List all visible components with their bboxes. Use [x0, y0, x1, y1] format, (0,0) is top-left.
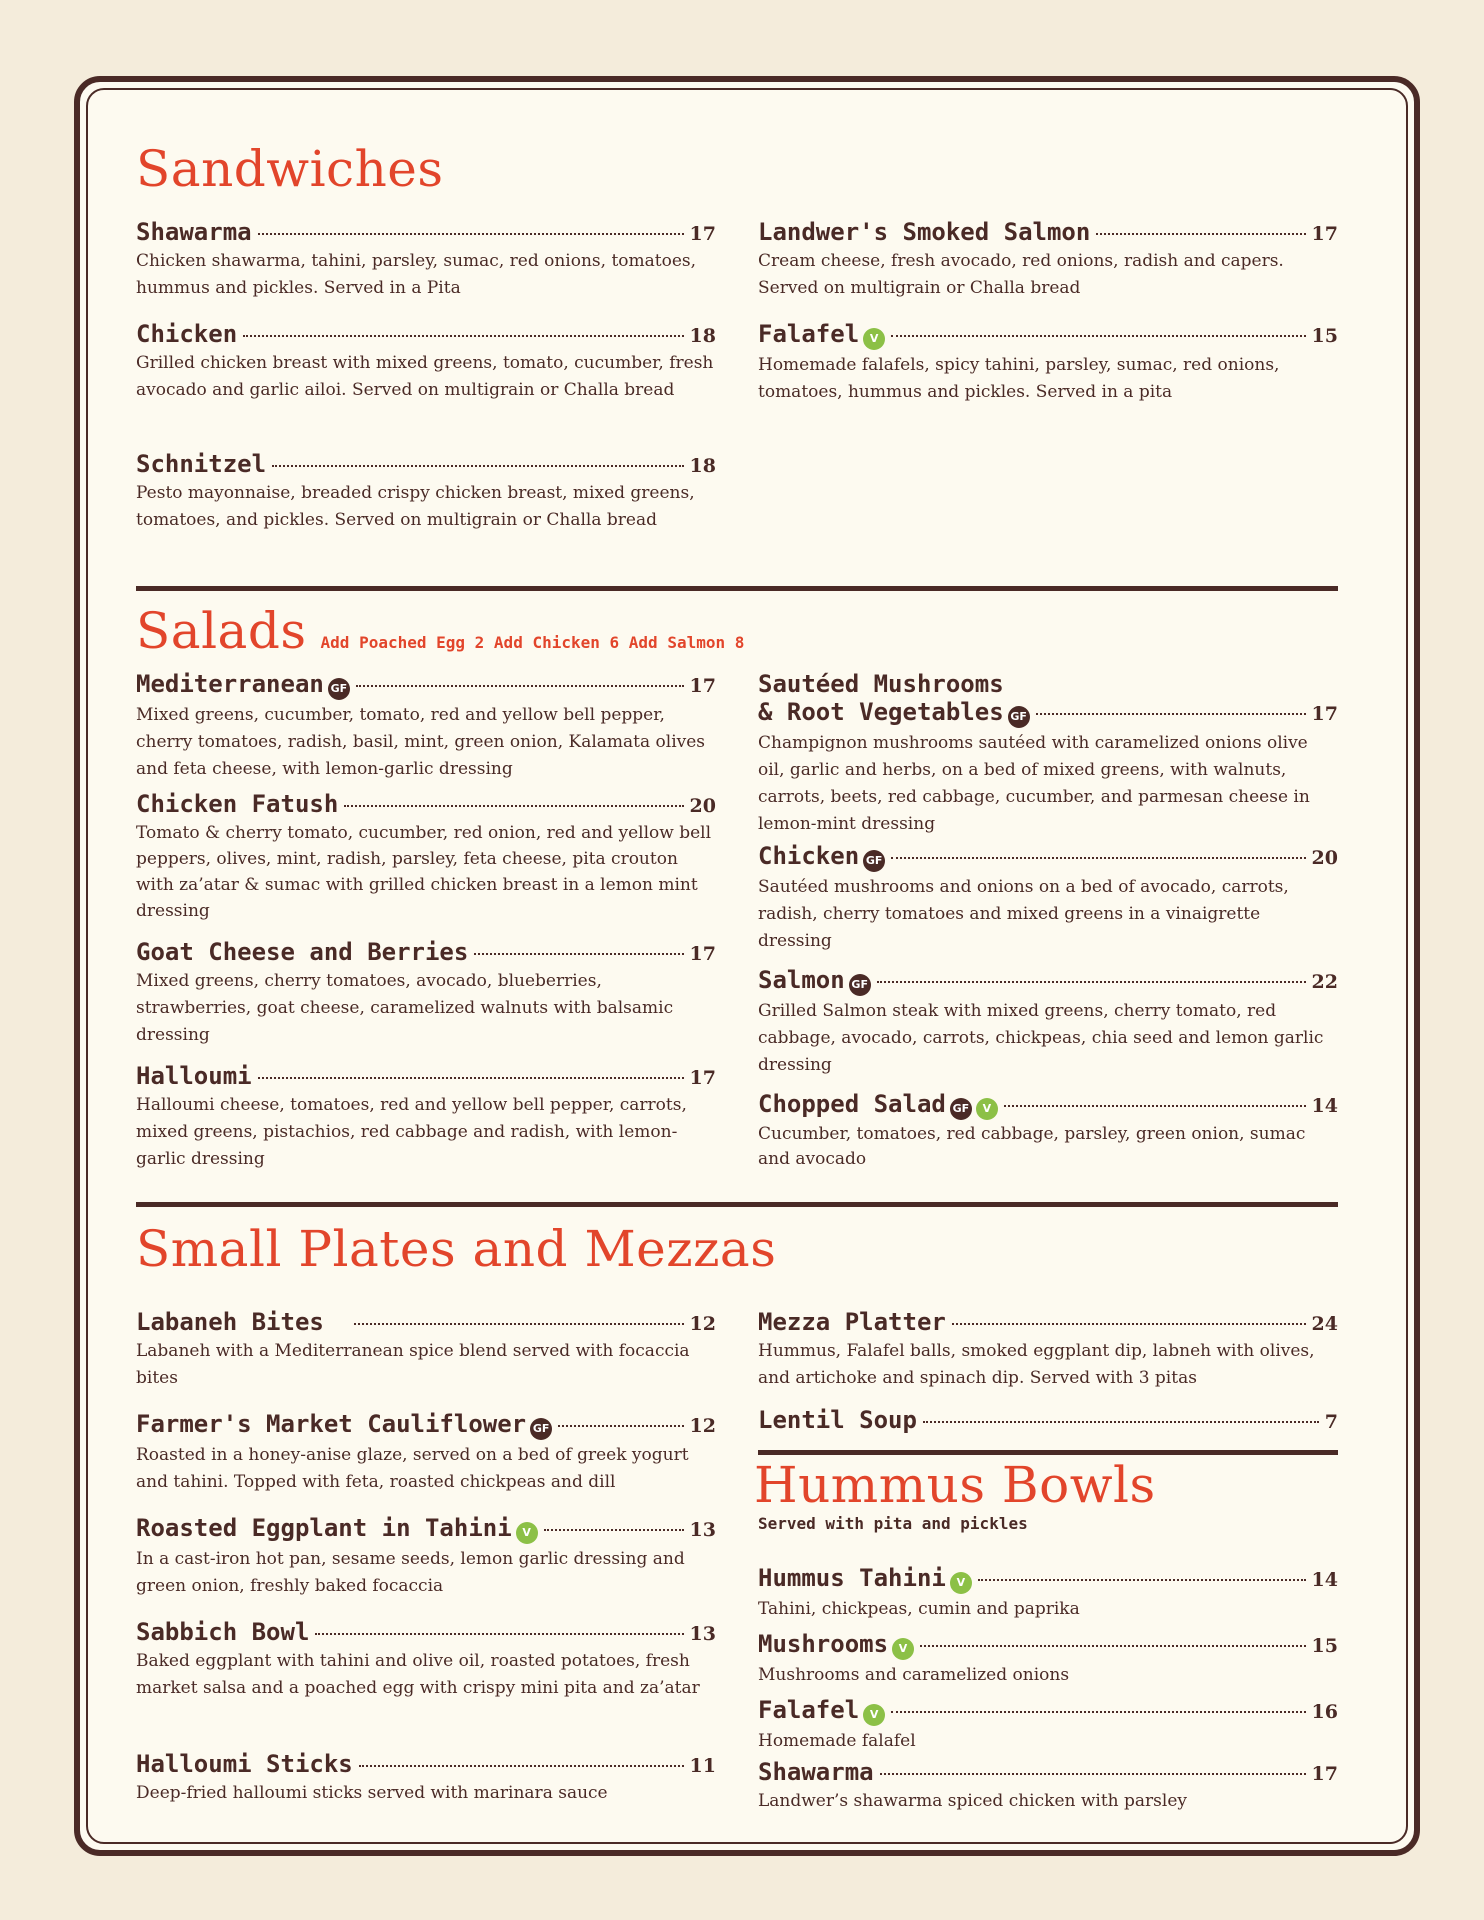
- item-price: 15: [1311, 1635, 1338, 1657]
- vegan-badge-icon: V: [863, 328, 885, 350]
- menu-item: [136, 670, 716, 783]
- item-price: 17: [689, 943, 716, 965]
- menu-item: [136, 1308, 716, 1392]
- item-name: Shawarma: [136, 218, 252, 246]
- item-description: Champignon mushrooms sautéed with caramelized onions olive oil, garlic and herbs, on a bed of mixed greens, with walnuts, carrots, beets, red cabbage, cucumber, and parmesan cheese in lemon-mint dressing: [758, 733, 1310, 834]
- item-name: Goat Cheese and Berries: [136, 938, 469, 966]
- gluten-free-badge-icon: GF: [328, 678, 350, 700]
- item-price: 14: [1311, 1569, 1338, 1591]
- item-description: Grilled Salmon steak with mixed greens, cherry tomato, red cabbage, avocado, carrots, chickpeas, chia seed and lemon garlic dressing: [758, 1001, 1324, 1075]
- menu-item: [136, 790, 716, 924]
- menu-item: [758, 1406, 1338, 1434]
- item-description: Chicken shawarma, tahini, parsley, sumac, red onions, tomatoes, hummus and pickles. Served in a Pita: [136, 251, 697, 298]
- item-description: Homemade falafel: [758, 1731, 916, 1751]
- item-name: Falafel: [758, 1696, 860, 1724]
- menu-content: [136, 130, 1340, 1830]
- section-divider: [758, 1450, 1338, 1455]
- menu-item: [136, 1618, 716, 1702]
- gluten-free-badge-icon: GF: [950, 1098, 972, 1120]
- menu-item: [758, 320, 1338, 406]
- item-name: Halloumi Sticks: [136, 1750, 353, 1778]
- gluten-free-badge-icon: GF: [863, 850, 885, 872]
- gluten-free-badge-icon: GF: [1008, 706, 1030, 728]
- item-name: Hummus Tahini: [758, 1564, 946, 1592]
- item-description: Grilled chicken breast with mixed greens, tomato, cucumber, fresh avocado and garlic ailoi. Served on multigrain or Challa bread: [136, 353, 714, 400]
- item-name: Farmer's Market Cauliflower: [136, 1410, 527, 1438]
- hummus-bowls-note: Served with pita and pickles: [758, 1514, 1028, 1533]
- gluten-free-badge-icon: GF: [530, 1418, 552, 1440]
- small-plates-heading: Small Plates and Mezzas: [136, 1220, 777, 1278]
- item-description: Roasted in a honey-anise glaze, served on a bed of greek yogurt and tahini. Topped with feta, roasted chickpeas and dill: [136, 1445, 689, 1492]
- salads-header: [136, 602, 744, 660]
- menu-item: [136, 1750, 716, 1807]
- menu-item: [136, 1062, 716, 1173]
- item-name: Mediterranean: [136, 670, 324, 698]
- item-name: Labaneh Bites: [136, 1308, 324, 1336]
- item-name-line1: Sautéed Mushrooms: [758, 670, 1004, 698]
- vegan-badge-icon: V: [950, 1572, 972, 1594]
- item-price: 18: [689, 325, 716, 347]
- menu-item: [758, 1630, 1338, 1689]
- item-name: Chicken: [136, 320, 238, 348]
- item-description: Landwer’s shawarma spiced chicken with parsley: [758, 1791, 1188, 1811]
- item-price: 17: [1311, 1763, 1338, 1785]
- menu-item: [136, 450, 716, 534]
- item-name: Chopped Salad: [758, 1090, 946, 1118]
- item-price: 17: [689, 675, 716, 697]
- item-price: 17: [1311, 703, 1338, 725]
- item-price: 17: [1311, 223, 1338, 245]
- item-description: Tomato & cherry tomato, cucumber, red onion, red and yellow bell peppers, olives, mint, radish, parsley, feta cheese, pita crouton with za’atar & sumac with grilled chicken breast in a lemon mint dressing: [136, 823, 712, 921]
- menu-item: [758, 1564, 1338, 1623]
- item-price: 22: [1311, 971, 1338, 993]
- item-description: Pesto mayonnaise, breaded crispy chicken breast, mixed greens, tomatoes, and pickles. Served on multigrain or Challa bread: [136, 483, 695, 530]
- menu-item: [136, 1514, 716, 1600]
- menu-item: [758, 1758, 1338, 1815]
- item-description: Halloumi cheese, tomatoes, red and yellow bell pepper, carrots, mixed greens, pistachios, red cabbage and radish, with lemon-garlic dressing: [136, 1095, 687, 1169]
- item-price: 18: [689, 455, 716, 477]
- menu-item: [758, 966, 1338, 1079]
- item-description: Deep-fried halloumi sticks served with marinara sauce: [136, 1783, 608, 1803]
- item-price: 12: [689, 1415, 716, 1437]
- item-name: Halloumi: [136, 1062, 252, 1090]
- vegan-badge-icon: V: [976, 1098, 998, 1120]
- vegan-badge-icon: V: [516, 1522, 538, 1544]
- section-divider: [136, 586, 1338, 591]
- item-description: Baked eggplant with tahini and olive oil, roasted potatoes, fresh market salsa and a poached egg with crispy mini pita and za’atar: [136, 1651, 700, 1698]
- item-description: Hummus, Falafel balls, smoked eggplant dip, labneh with olives, and artichoke and spinach dip. Served with 3 pitas: [758, 1341, 1315, 1388]
- item-price: 20: [689, 795, 716, 817]
- item-price: 15: [1311, 325, 1338, 347]
- item-price: 17: [689, 1067, 716, 1089]
- item-description: Tahini, chickpeas, cumin and paprika: [758, 1599, 1080, 1619]
- vegan-badge-icon: V: [892, 1638, 914, 1660]
- item-name: & Root Vegetables: [758, 698, 1004, 726]
- menu-item: [758, 1696, 1338, 1755]
- item-name: Salmon: [758, 966, 845, 994]
- menu-item: [758, 218, 1338, 302]
- item-name: Landwer's Smoked Salmon: [758, 218, 1091, 246]
- menu-item: [136, 1410, 716, 1496]
- menu-item: [758, 1308, 1338, 1392]
- item-description: Cucumber, tomatoes, red cabbage, parsley, green onion, sumac and avocado: [758, 1124, 1306, 1169]
- gluten-free-badge-icon: GF: [849, 974, 871, 996]
- sandwiches-heading: Sandwiches: [136, 140, 444, 198]
- salads-addons: Add Poached Egg 2 Add Chicken 6 Add Salmon 8: [320, 633, 745, 652]
- item-price: 14: [1311, 1095, 1338, 1117]
- vegan-badge-icon: V: [863, 1704, 885, 1726]
- item-price: 17: [689, 223, 716, 245]
- item-name: Mezza Platter: [758, 1308, 946, 1336]
- item-name: Sabbich Bowl: [136, 1618, 310, 1646]
- item-description: Labaneh with a Mediterranean spice blend served with focaccia bites: [136, 1341, 690, 1388]
- item-price: 13: [689, 1519, 716, 1541]
- item-price: 20: [1311, 847, 1338, 869]
- item-price: 24: [1311, 1313, 1338, 1335]
- item-price: 12: [689, 1313, 716, 1335]
- item-description: Mixed greens, cherry tomatoes, avocado, blueberries, strawberries, goat cheese, caramelized walnuts with balsamic dressing: [136, 971, 674, 1045]
- menu-item: [758, 842, 1338, 955]
- item-name: Schnitzel: [136, 450, 267, 478]
- item-name: Mushrooms: [758, 1630, 889, 1658]
- item-price: 11: [689, 1755, 716, 1777]
- menu-item: [758, 670, 1338, 838]
- hummus-bowls-heading: Hummus Bowls: [754, 1456, 1156, 1514]
- item-name: Chicken: [758, 842, 860, 870]
- salads-heading: Salads: [136, 602, 307, 660]
- section-divider: [136, 1202, 1338, 1207]
- item-name: Roasted Eggplant in Tahini: [136, 1514, 512, 1542]
- item-description: Cream cheese, fresh avocado, red onions, radish and capers. Served on multigrain or Challa bread: [758, 251, 1284, 298]
- item-name: Shawarma: [758, 1758, 874, 1786]
- item-price: 7: [1324, 1411, 1338, 1433]
- item-description: Mushrooms and caramelized onions: [758, 1665, 1070, 1685]
- item-price: 16: [1311, 1701, 1338, 1723]
- item-description: Homemade falafels, spicy tahini, parsley, sumac, red onions, tomatoes, hummus and pickles. Served in a pita: [758, 355, 1280, 402]
- item-description: Sautéed mushrooms and onions on a bed of avocado, carrots, radish, cherry tomatoes and mixed greens in a vinaigrette dressing: [758, 877, 1289, 951]
- item-price: 13: [689, 1623, 716, 1645]
- item-description: Mixed greens, cucumber, tomato, red and yellow bell pepper, cherry tomatoes, radish, basil, mint, green onion, Kalamata olives and feta cheese, with lemon-garlic dressing: [136, 705, 706, 779]
- item-name: Falafel: [758, 320, 860, 348]
- menu-item: [758, 1090, 1338, 1172]
- item-name: Chicken Fatush: [136, 790, 339, 818]
- menu-item: [136, 320, 716, 404]
- menu-item: [136, 218, 716, 302]
- item-name: Lentil Soup: [758, 1406, 917, 1434]
- item-description: In a cast-iron hot pan, sesame seeds, lemon garlic dressing and green onion, freshly baked focaccia: [136, 1549, 685, 1596]
- menu-item: [136, 938, 716, 1049]
